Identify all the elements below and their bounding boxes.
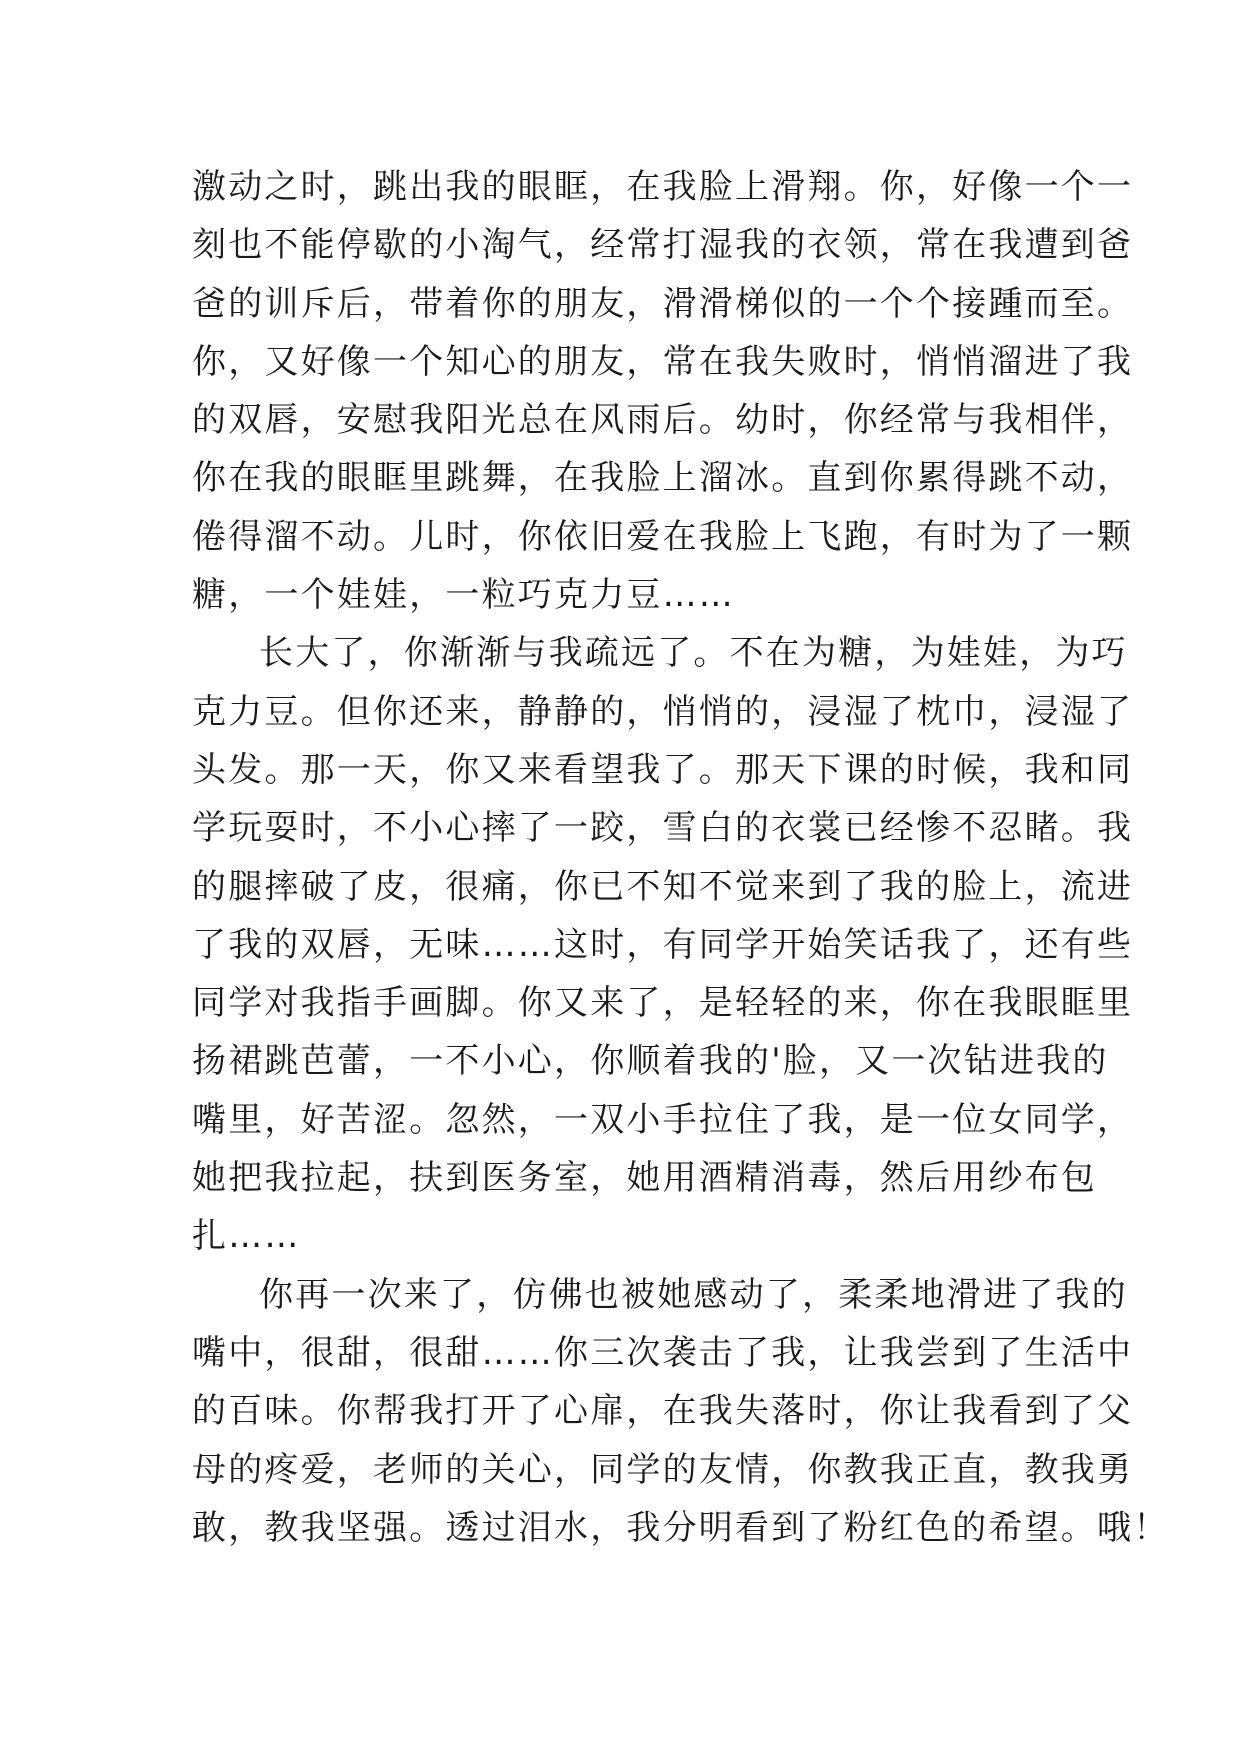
text-line: 的百味。你帮我打开了心扉，在我失落时，你让我看到了父 xyxy=(192,1391,1134,1432)
text-line: 嘴里，好苦涩。忽然，一双小手拉住了我，是一位女同学， xyxy=(192,1099,1134,1140)
text-line: 扬裙跳芭蕾，一不小心，你顺着我的'脸，又一次钻进我的 xyxy=(192,1041,1109,1082)
text-line: 了我的双唇，无味……这时，有同学开始笑话我了，还有些 xyxy=(192,924,1134,965)
text-line: 爸的训斥后，带着你的朋友，滑滑梯似的一个个接踵而至。 xyxy=(192,283,1134,324)
paragraph-start-line: 长大了，你渐渐与我疏远了。不在为糖，为娃娃，为巧 xyxy=(259,633,1128,674)
text-line: 学玩耍时，不小心摔了一跤，雪白的衣裳已经惨不忍睹。我 xyxy=(192,808,1134,849)
text-line: 头发。那一天，你又来看望我了。那天下课的时候，我和同 xyxy=(192,749,1134,790)
text-line: 母的疼爱，老师的关心，同学的友情，你教我正直，教我勇 xyxy=(192,1449,1134,1490)
text-line: 你在我的眼眶里跳舞，在我脸上溜冰。直到你累得跳不动， xyxy=(192,458,1134,499)
paragraph-start-line: 你再一次来了，仿佛也被她感动了，柔柔地滑进了我的 xyxy=(259,1274,1128,1315)
text-line: 倦得溜不动。儿时，你依旧爱在我脸上飞跑，有时为了一颗 xyxy=(192,516,1134,557)
text-line: 敢，教我坚强。透过泪水，我分明看到了粉红色的希望。哦！ xyxy=(192,1507,1170,1548)
text-line: 的腿摔破了皮，很痛，你已不知不觉来到了我的脸上，流进 xyxy=(192,866,1134,907)
text-line: 同学对我指手画脚。你又来了，是轻轻的来，你在我眼眶里 xyxy=(192,983,1134,1024)
text-line: 嘴中，很甜，很甜……你三次袭击了我，让我尝到了生活中 xyxy=(192,1332,1134,1373)
text-line: 糖，一个娃娃，一粒巧克力豆…… xyxy=(192,575,735,616)
essay-body xyxy=(192,158,1170,1557)
text-line: 激动之时，跳出我的眼眶，在我脸上滑翔。你，好像一个一 xyxy=(192,167,1134,207)
text-line: 她把我拉起，扶到医务室，她用酒精消毒，然后用纱布包 xyxy=(192,1158,1097,1199)
text-line: 扎…… xyxy=(192,1216,301,1257)
text-line: 你，又好像一个知心的朋友，常在我失败时，悄悄溜进了我 xyxy=(192,341,1134,382)
text-line: 刻也不能停歇的小淘气，经常打湿我的衣领，常在我遭到爸 xyxy=(192,225,1134,266)
text-line: 克力豆。但你还来，静静的，悄悄的，浸湿了枕巾，浸湿了 xyxy=(192,691,1134,732)
text-line: 的双唇，安慰我阳光总在风雨后。幼时，你经常与我相伴， xyxy=(192,400,1134,441)
